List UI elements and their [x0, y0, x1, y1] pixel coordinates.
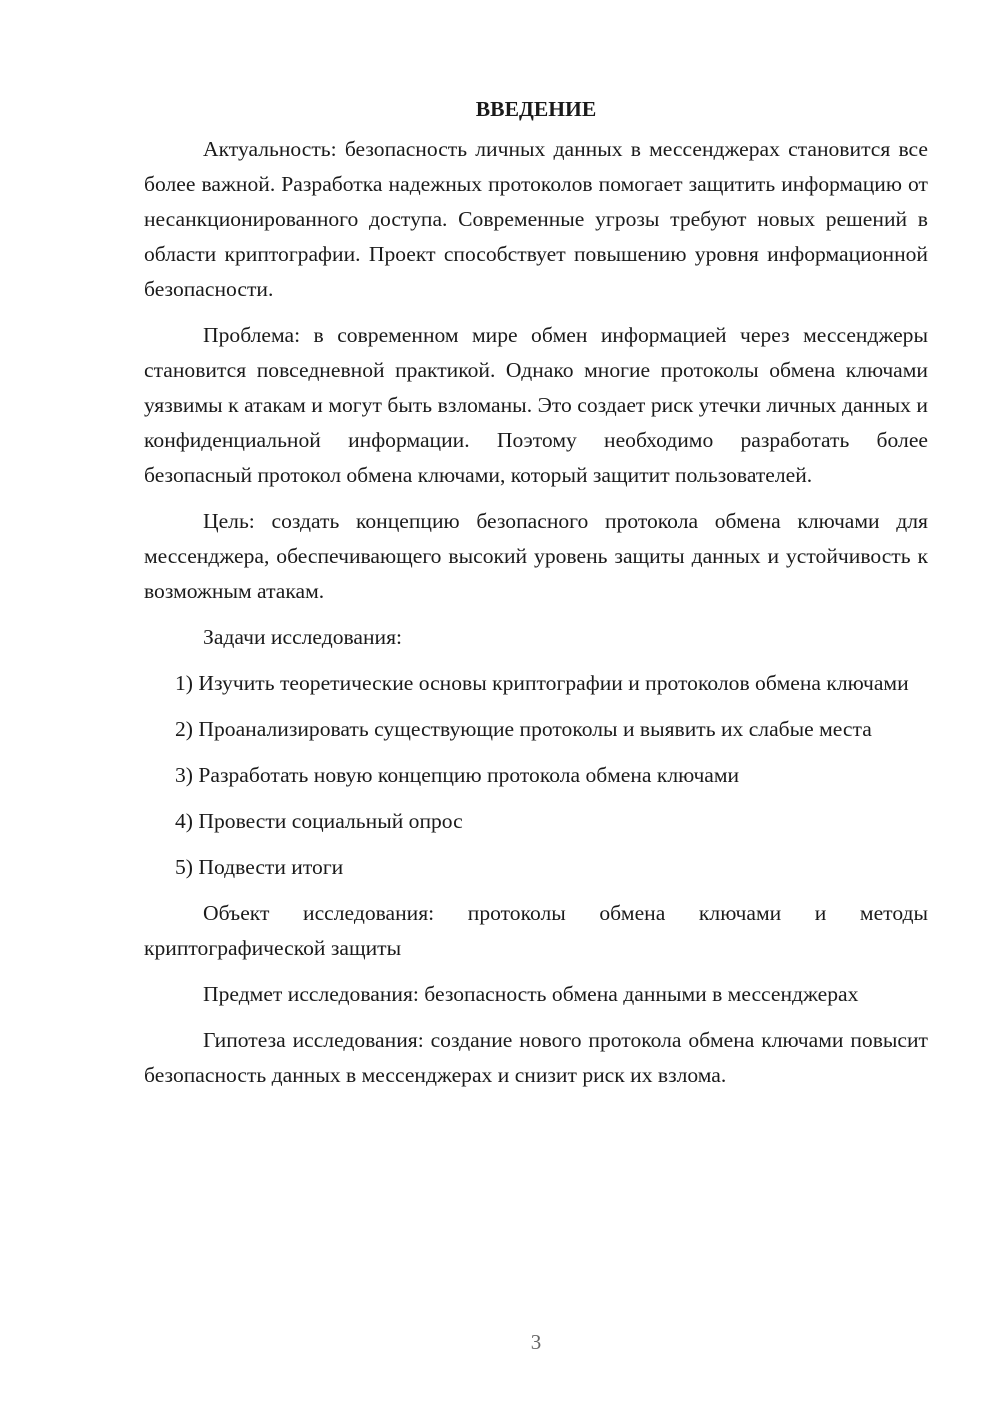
page-title: ВВЕДЕНИЕ — [475, 97, 597, 121]
goal-paragraph: Цель: создать концепцию безопасного протокола обмена ключами для мессенджера, обеспечивающего высокий уровень защиты данных и устойчивость к возможным атакам. — [144, 509, 928, 603]
task-item-5: 5) Подвести итоги — [175, 855, 344, 879]
problem-paragraph: Проблема: в современном мире обмен информацией через мессенджеры становится повседневной практикой. Однако многие протоколы обмена ключами уязвимы к атакам и могут быть взломаны. Это создает риск утечки личных данных и конфиденциальной информации. Поэтому необходимо разработать более безопасный протокол обмена ключами, который защитит пользователей. — [144, 323, 928, 487]
hypothesis-paragraph: Гипотеза исследования: создание нового протокола обмена ключами повысит безопасность данных в мессенджерах и снизит риск их взлома. — [144, 1028, 928, 1087]
document-page — [144, 92, 928, 1104]
task-item-3: 3) Разработать новую концепцию протокола обмена ключами — [175, 763, 740, 787]
relevance-paragraph: Актуальность: безопасность личных данных в мессенджерах становится все более важной. Разработка надежных протоколов помогает защитить информацию от несанкционированного доступа. Современные угрозы требуют новых решений в области криптографии. Проект способствует повышению уровня информационной безопасности. — [144, 137, 928, 301]
task-item-1: 1) Изучить теоретические основы криптографии и протоколов обмена ключами — [175, 671, 909, 695]
object-paragraph: Объект исследования: протоколы обмена ключами и методы криптографической защиты — [144, 901, 928, 960]
tasks-heading: Задачи исследования: — [203, 625, 403, 649]
subject-paragraph: Предмет исследования: безопасность обмена данными в мессенджерах — [203, 982, 859, 1006]
task-item-4: 4) Провести социальный опрос — [175, 809, 463, 833]
page-number: 3 — [530, 1330, 542, 1354]
task-item-2: 2) Проанализировать существующие протоколы и выявить их слабые места — [175, 717, 872, 741]
